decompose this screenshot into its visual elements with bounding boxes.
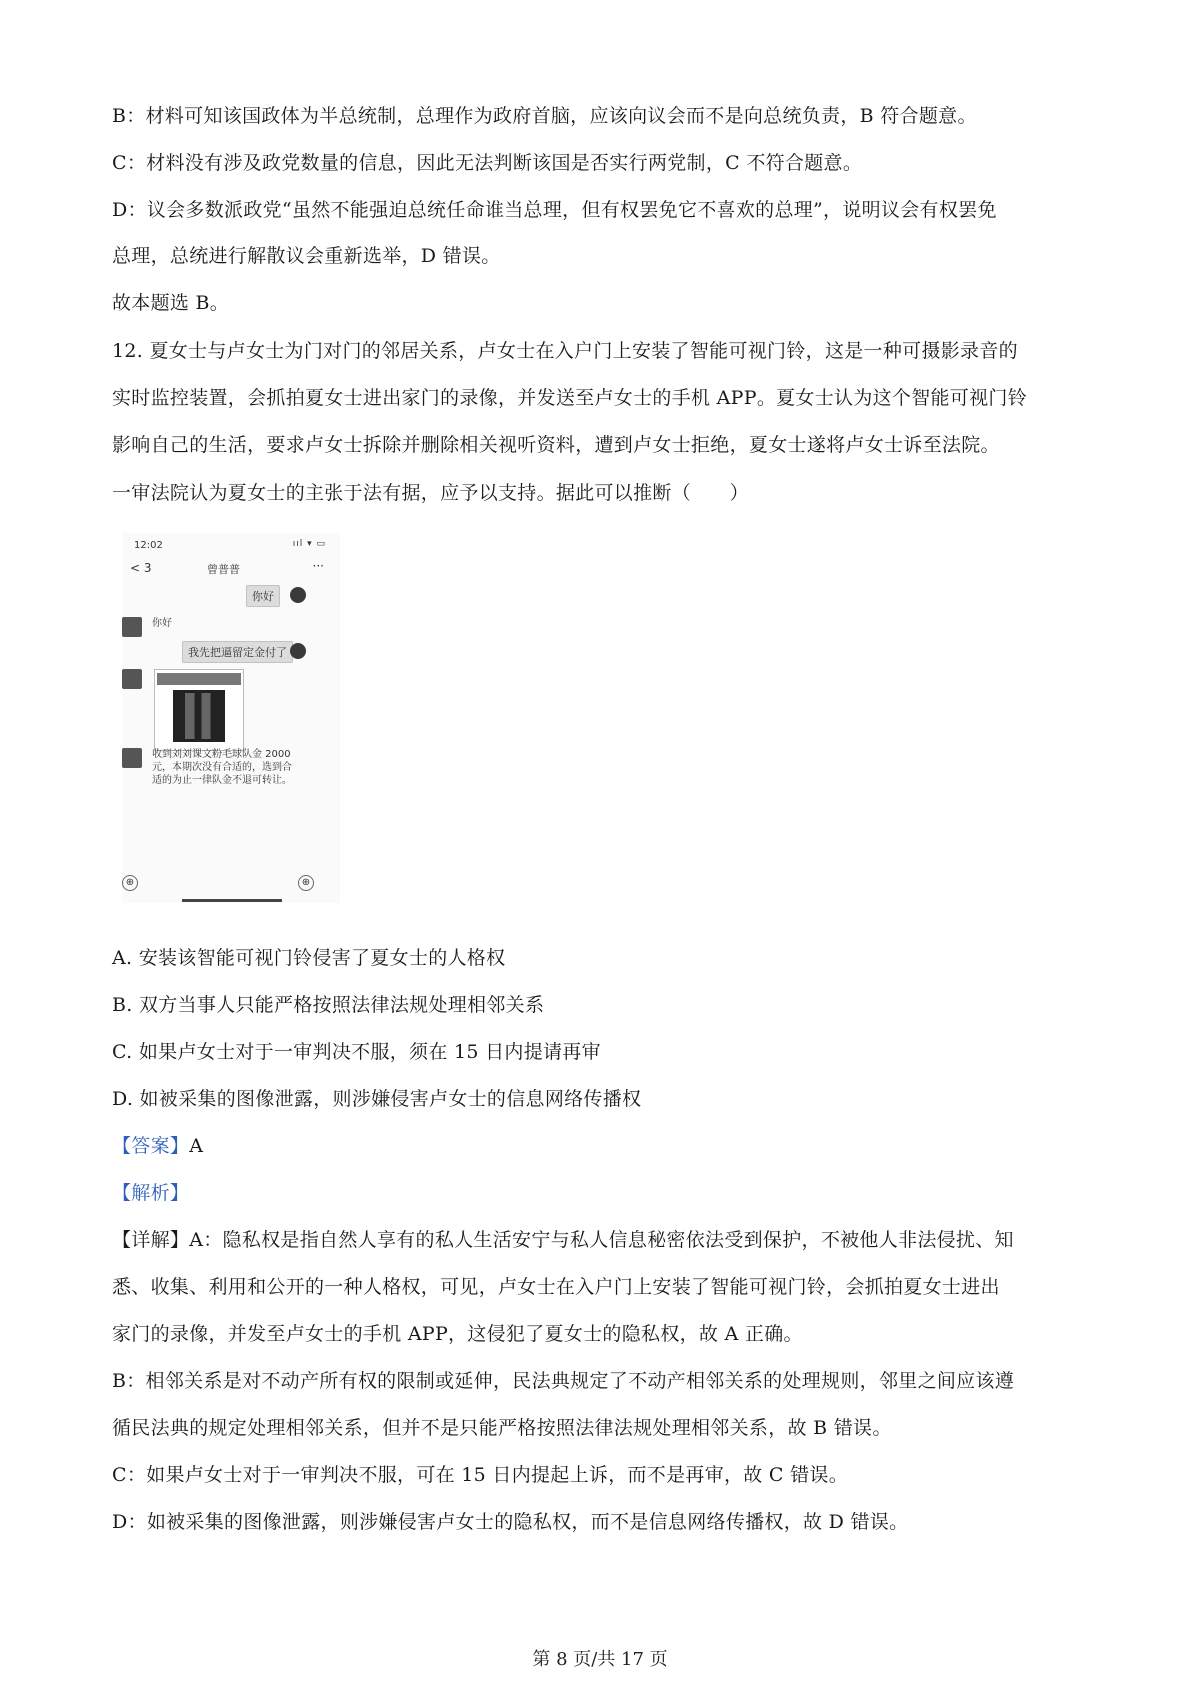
analysis-label: 【解析】 <box>112 1182 190 1204</box>
text-line: C：材料没有涉及政党数量的信息，因此无法判断该国是否实行两党制，C 不符合题意。 <box>112 152 863 174</box>
detail-line: C：如果卢女士对于一审判决不服，可在 15 日内提起上诉，而不是再审，故 C 错误。 <box>112 1464 849 1486</box>
text-line: D：议会多数派政党“虽然不能强迫总统任命谁当总理，但有权罢免它不喜欢的总理”，说明议会有权罢免 <box>112 199 997 221</box>
answer-line <box>112 1133 203 1159</box>
chat-bubble-in: 你好 <box>152 618 172 629</box>
avatar <box>122 669 142 689</box>
option-c: C. 如果卢女士对于一审判决不服，须在 15 日内提请再审 <box>112 1041 601 1063</box>
phone-screenshot-figure <box>122 533 340 903</box>
signal-icon: ııl ▾ ▭ <box>292 539 326 549</box>
answer-value: A <box>189 1135 204 1157</box>
more-icon: ··· <box>312 559 324 573</box>
avatar <box>122 748 142 768</box>
option-a: A. 安装该智能可视门铃侵害了夏女士的人格权 <box>112 947 506 969</box>
qr-code-icon <box>173 690 225 742</box>
page-footer: 第 8 页/共 17 页 <box>532 1649 668 1670</box>
back-icon: < 3 <box>130 561 152 575</box>
question-text-line: 12. 夏女士与卢女士为门对门的邻居关系，卢女士在入户门上安装了智能可视门铃，这是一种可摄影录音的 <box>112 340 1018 362</box>
home-indicator <box>182 899 282 902</box>
chat-bubble-out: 你好 <box>246 585 280 607</box>
answer-label: 【答案】 <box>112 1135 190 1157</box>
detail-line: 家门的录像，并发至卢女士的手机 APP，这侵犯了夏女士的隐私权，故 A 正确。 <box>112 1323 803 1345</box>
avatar <box>290 643 306 659</box>
text-line: 总理，总统进行解散议会重新选举，D 错误。 <box>112 245 501 267</box>
add-icon: ⊕ <box>298 875 314 891</box>
detail-line <box>112 1227 1014 1253</box>
chat-bubble-out: 我先把逼留定金付了 <box>182 641 293 663</box>
question-text-line: 影响自己的生活，要求卢女士拆除并删除相关视听资料，遭到卢女士拒绝，夏女士遂将卢女士诉至法院。 <box>112 434 1000 456</box>
option-b: B. 双方当事人只能严格按照法律法规处理相邻关系 <box>112 994 545 1016</box>
text-line: 故本题选 B。 <box>112 292 230 314</box>
question-text-line: 实时监控装置，会抓拍夏女士进出家门的录像，并发送至卢女士的手机 APP。夏女士认为这个智能可视门铃 <box>112 387 1028 409</box>
status-time: 12:02 <box>134 540 163 551</box>
detail-line: D：如被采集的图像泄露，则涉嫌侵害卢女士的隐私权，而不是信息网络传播权，故 D 错误。 <box>112 1511 909 1533</box>
option-d: D. 如被采集的图像泄露，则涉嫌侵害卢女士的信息网络传播权 <box>112 1088 642 1110</box>
text-line: B：材料可知该国政体为半总统制，总理作为政府首脑，应该向议会而不是向总统负责，B 符合题意。 <box>112 105 977 127</box>
detail-line: B：相邻关系是对不动产所有权的限制或延伸，民法典规定了不动产相邻关系的处理规则，邻里之间应该遵 <box>112 1370 1015 1392</box>
add-icon: ⊕ <box>122 875 138 891</box>
chat-bubble-in: 收到刘刘课文粉毛球队金 2000 元，本期次没有合适的，选到合适的为止一律队金不退可转让。 <box>152 749 292 786</box>
detail-label: 【详解】 <box>112 1229 190 1251</box>
avatar <box>122 617 142 637</box>
detail-line: 循民法典的规定处理相邻关系，但并不是只能严格按照法律法规处理相邻关系，故 B 错误。 <box>112 1417 892 1439</box>
contact-name: 曾普普 <box>207 563 240 576</box>
qr-code-card <box>154 669 244 751</box>
avatar <box>290 587 306 603</box>
detail-text: A：隐私权是指自然人享有的私人生活安宁与私人信息秘密依法受到保护，不被他人非法侵扰、知 <box>189 1229 1014 1251</box>
question-text-line: 一审法院认为夏女士的主张于法有据，应予以支持。据此可以推断（ ） <box>112 482 749 504</box>
detail-line: 悉、收集、利用和公开的一种人格权，可见，卢女士在入户门上安装了智能可视门铃，会抓拍夏女士进出 <box>112 1276 1000 1298</box>
